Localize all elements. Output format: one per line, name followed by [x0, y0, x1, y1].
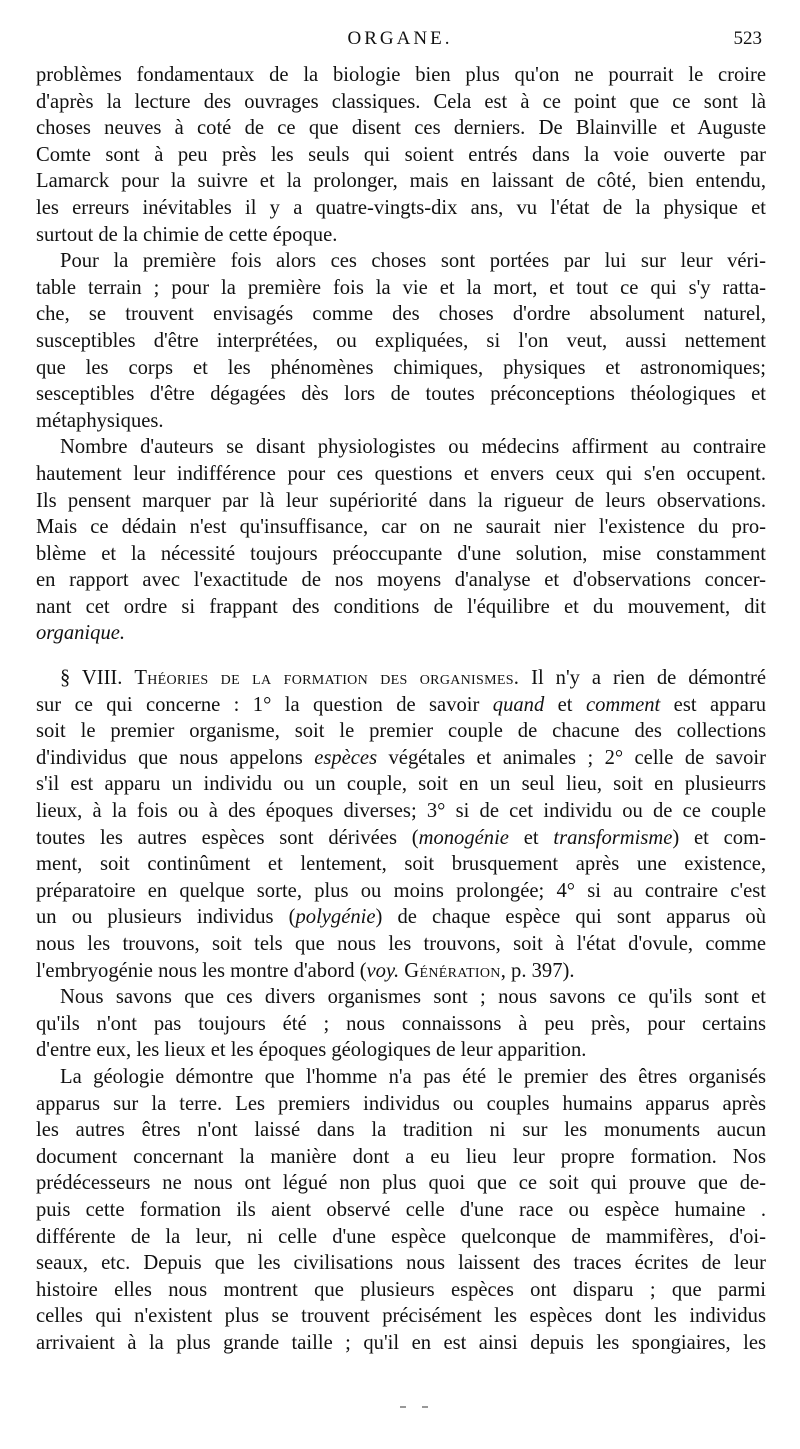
text-line — [36, 692, 766, 719]
text-fragment: préparatoire en quelque sorte, plus ou moins prolongée; 4° si au contraire c'est — [36, 879, 766, 902]
text-line: table terrain ; pour la première fois la vie et la mort, et tout ce qui s'y ratta- — [36, 276, 766, 299]
text-line: problèmes fondamentaux de la biologie bien plus qu'on ne pourrait le croire — [36, 64, 766, 86]
section-mark: § VIII. — [60, 667, 123, 690]
text-line: les autres êtres n'ont laissé dans la tradition ni sur les monuments aucun — [36, 1119, 766, 1142]
text-line: choses neuves à coté de ce que disent ces derniers. De Blainville et Auguste — [36, 117, 766, 140]
text-fragment: nous les trouvons, soit tels que nous les trouvons, soit à l'état d'ovule, comme — [36, 933, 766, 955]
paragraph-3 — [36, 434, 766, 647]
text-line: La géologie démontre que l'homme n'a pas été le premier des êtres organisés — [60, 1065, 766, 1088]
text-fragment: et — [508, 826, 554, 849]
text-fragment: est apparu — [660, 693, 766, 716]
text-line: Mais ce dédain n'est qu'insuffisance, car on ne saurait nier l'existence du pro- — [36, 516, 766, 539]
text-fragment: sur ce qui concerne : 1° la question de savoir — [36, 693, 493, 716]
paragraph-2 — [36, 248, 766, 434]
reference-term: Génération — [404, 959, 501, 982]
text-line: sesceptibles d'être dégagées dès lors de toutes préconceptions théologiques et — [36, 383, 766, 406]
reference-line — [36, 958, 766, 985]
italic-term: transformisme — [553, 826, 673, 849]
text-fragment: lieux, à la fois ou à des époques diverses; 3° si de cet individu ou de ce couple — [36, 800, 766, 823]
italic-term: comment — [585, 693, 661, 716]
paragraph-1 — [36, 62, 766, 248]
body-text — [36, 62, 766, 1357]
text-line: celles qui n'existent plus se trouvent précisément les espèces dont les individus — [36, 1305, 766, 1328]
text-line: Ils pensent marquer par là leur supériorité dans la rigueur de leurs observations. — [36, 489, 766, 512]
text-line — [36, 904, 766, 931]
text-line: nant cet ordre si frappant des conditions de l'équilibre et du mouvement, dit — [36, 595, 766, 618]
text-line: Comte sont à peu près les seuls qui soient entrés dans la voie ouverte par — [36, 143, 766, 166]
text-line: prédécesseurs ne nous ont légué non plus quoi que ce soit qui prouve que de- — [36, 1172, 766, 1195]
reference-voy: voy. — [366, 959, 400, 982]
text-fragment: un ou plusieurs individus ( — [36, 906, 296, 929]
text-line: métaphysiques. — [36, 409, 164, 432]
italic-term: quand — [492, 693, 545, 716]
text-line — [36, 771, 766, 798]
print-mark — [422, 1406, 428, 1408]
text-line: hautement leur indifférence pour ces questions et envers ceux qui s'en occupent. — [36, 462, 766, 485]
text-line: que les corps et les phénomènes chimiques, physiques et astronomiques; — [36, 356, 766, 379]
text-fragment: ) et com- — [672, 826, 766, 849]
text-fragment: , p. 397). — [500, 959, 575, 982]
section-first-line — [36, 665, 766, 692]
text-line: seaux, etc. Depuis que les civilisations nous laissent des traces écrites de leur — [36, 1252, 766, 1275]
text-line: en rapport avec l'exactitude de nos moyens d'analyse et d'observations concer- — [36, 569, 766, 592]
text-line: che, se trouvent envisagés comme des choses d'ordre absolument naturel, — [36, 303, 766, 326]
bottom-print-marks — [380, 1406, 460, 1412]
text-fragment: toutes les autres espèces sont dérivées ( — [36, 826, 419, 849]
text-line: histoire elles nous montrent que plusieurs espèces ont disparu ; que parmi — [36, 1278, 766, 1301]
text-fragment: ) de chaque espèce qui sont apparus où — [375, 906, 766, 929]
text-line — [36, 718, 766, 745]
section-viii — [36, 665, 766, 984]
italic-term: polygénie — [295, 906, 376, 929]
text-line: Pour la première fois alors ces choses sont portées par lui sur leur véri- — [60, 250, 766, 273]
text-line — [36, 825, 766, 852]
text-fragment: soit le premier organisme, soit le premier couple de chacune des collections — [36, 720, 766, 743]
text-line: d'entre eux, les lieux et les époques géologiques de leur apparition. — [36, 1039, 587, 1062]
text-line: Nombre d'auteurs se disant physiologistes ou médecins affirment au contraire — [60, 436, 766, 459]
text-fragment: ment, soit continûment et lentement, soit brusquement après une existence, — [36, 853, 766, 876]
text-line: Lamarck pour la suivre et la prolonger, mais en laissant de côté, bien entendu, — [36, 170, 766, 193]
text-line — [36, 745, 766, 772]
text-line — [36, 798, 766, 825]
text-line: surtout de la chimie de cette époque. — [36, 223, 338, 246]
section-heading: Théories de la formation des organismes. — [134, 667, 520, 690]
italic-term: monogénie — [418, 826, 509, 849]
text-fragment: l'embryogénie nous les montre d'abord ( — [36, 959, 367, 982]
text-fragment: et — [544, 693, 586, 716]
text-line — [36, 931, 766, 958]
print-mark — [400, 1406, 406, 1408]
text-line: qu'ils n'ont pas toujours été ; nous connaissons à peu près, pour certains — [36, 1012, 766, 1035]
text-line: document concernant la manière dont a eu lieu leur propre formation. Nos — [36, 1145, 766, 1168]
text-line: arrivaient à la plus grande taille ; qu'il en est ainsi depuis les spongiaires, les — [36, 1331, 766, 1354]
paragraph-4 — [36, 984, 766, 1064]
paragraph-5 — [36, 1064, 766, 1357]
text-fragment: d'individus que nous appelons — [36, 746, 315, 769]
text-line — [36, 851, 766, 878]
page-number: 523 — [733, 28, 762, 49]
text-line: apparus sur la terre. Les premiers individus ou couples humains apparus après — [36, 1092, 766, 1115]
italic-term: espèces — [314, 746, 378, 769]
running-head — [36, 28, 764, 58]
text-fragment: s'il est apparu un individu ou un couple, soit en un seul lieu, soit en plusieurrs — [36, 773, 766, 796]
text-line: Nous savons que ces divers organismes sont ; nous savons ce qu'ils sont et — [60, 986, 766, 1009]
text-line-italic: organique. — [36, 622, 126, 645]
text-line: différente de la leur, ni celle d'une espèce quelconque de mammifères, d'oi- — [36, 1225, 766, 1248]
text-fragment: Il n'y a rien de démontré — [531, 667, 766, 690]
text-line: susceptibles d'être interprétées, ou expliquées, si l'on veut, aussi nettement — [36, 329, 766, 352]
text-line: d'après la lecture des ouvrages classiques. Cela est à ce point que ce sont là — [36, 90, 766, 113]
running-title: ORGANE. — [347, 28, 453, 49]
text-line: blème et la nécessité toujours préoccupante d'une solution, mise constamment — [36, 542, 766, 565]
text-line — [36, 878, 766, 905]
text-line: les erreurs inévitables il y a quatre-vingts-dix ans, vu l'état de la physique et — [36, 196, 766, 219]
text-line: puis cette formation ils aient observé celle d'une race ou espèce humaine . — [36, 1198, 766, 1221]
text-fragment: végétales et animales ; 2° celle de savoir — [377, 746, 767, 769]
